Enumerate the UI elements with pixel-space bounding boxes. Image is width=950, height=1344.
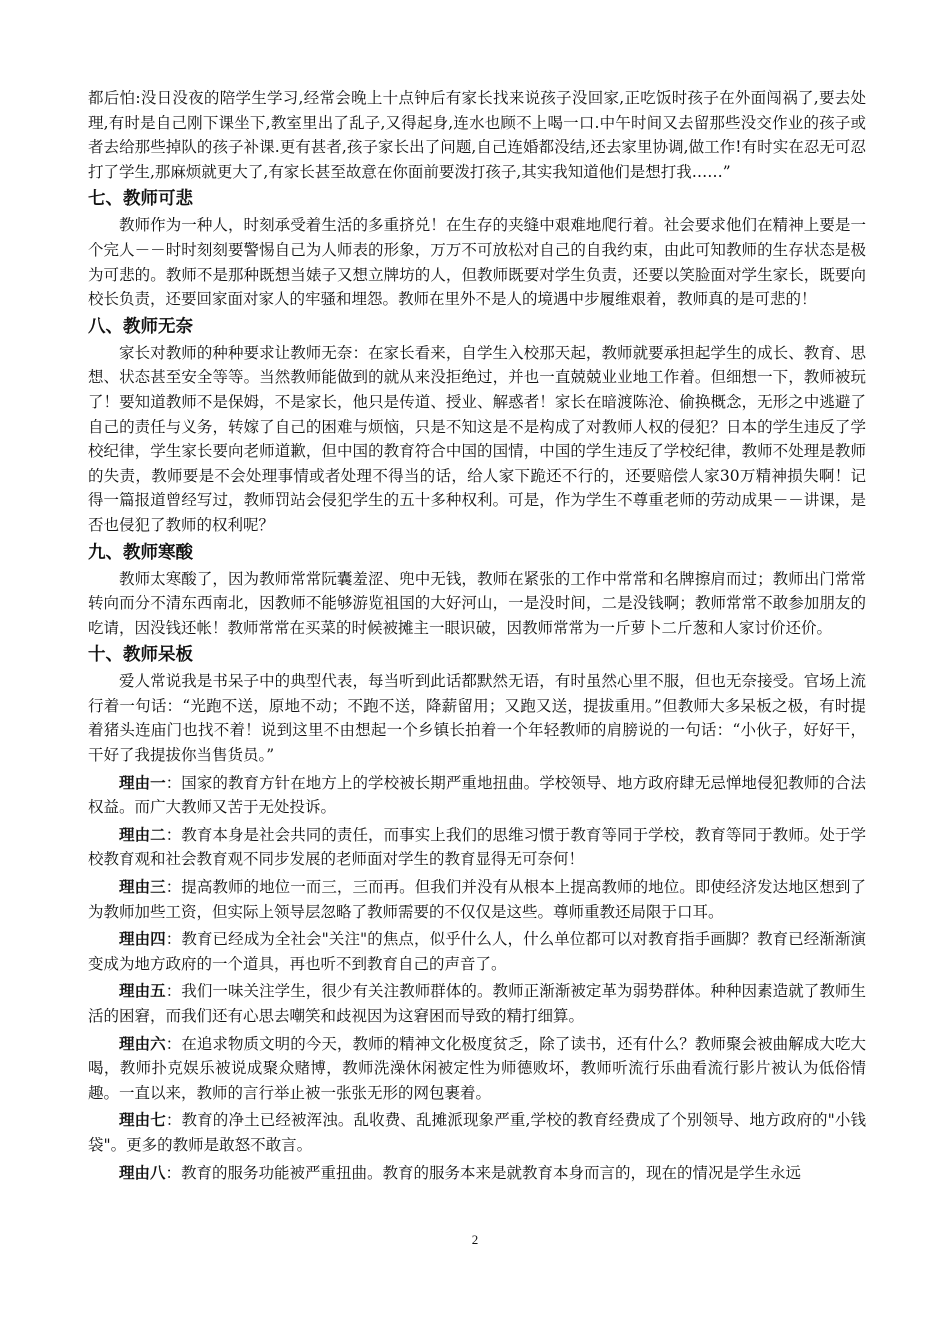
reason-text: ：国家的教育方针在地方上的学校被长期严重地扭曲。学校领导、地方政府肆无忌惮地侵犯教师的合法权益。而广大教师又苦于无处投诉。 xyxy=(88,773,866,817)
section-nine xyxy=(88,541,866,641)
reason-item xyxy=(88,1108,866,1157)
reason-item xyxy=(88,927,866,976)
reason-label: 理由一 xyxy=(119,773,166,792)
reason-label: 理由三 xyxy=(119,878,166,897)
reason-item xyxy=(88,771,866,820)
section-heading: 七、教师可悲 xyxy=(88,189,193,210)
reason-text: ：在追求物质文明的今天，教师的精神文化极度贫乏，除了读书，还有什么？教师聚会被曲解成大吃大喝，教师扑克娱乐被说成聚众赌博，教师洗澡休闲被定性为师德败坏，教师听流行乐曲看流行影片被认为低俗情趣。一直以来，教师的言行举止被一张张无形的网包裹着。 xyxy=(88,1034,866,1102)
section-body: 爱人常说我是书呆子中的典型代表，每当听到此话都默然无语，有时虽然心里不服，但也无奈接受。官场上流行着一句话：“光跑不送，原地不动；不跑不送，降薪留用；又跑又送，提拔重用。”但教师大多呆板之极，有时提着猪头连庙门也找不着！说到这里不由想起一个乡镇长拍着一个年轻教师的肩膀说的一句话：“小伙子，好好干，干好了我提拔你当售货员。” xyxy=(88,672,866,765)
section-ten xyxy=(88,643,866,767)
reason-label: 理由四 xyxy=(119,930,166,949)
reason-text: ：我们一味关注学生，很少有关注教师群体的。教师正渐渐被定革为弱势群体。种种因素造就了教师生活的困窘，而我们还有心思去嘲笑和歧视因为这窘困而导致的精打细算。 xyxy=(88,982,866,1025)
reason-text: ：教育本身是社会共同的责任，而事实上我们的思维习惯于教育等同于学校，教育等同于教师。处于学校教育观和社会教育观不同步发展的老师面对学生的教育显得无可奈何！ xyxy=(88,825,866,869)
reason-text: ：教育已经成为全社会"关注"的焦点，似乎什么人，什么单位都可以对教育指手画脚？教育已经渐渐演变成为地方政府的一个道具，再也听不到教育自己的声音了。 xyxy=(88,930,866,973)
reason-item xyxy=(88,1161,866,1186)
section-eight xyxy=(88,315,866,538)
reason-label: 理由五 xyxy=(119,982,166,1001)
section-body: 家长对教师的种种要求让教师无奈：在家长看来，自学生入校那天起，教师就要承担起学生的成长、教育、思想、状态甚至安全等等。当然教师能做到的就从来没拒绝过，并也一直兢兢业业地工作着。但细想一下，教师被玩了！要知道教师不是保姆，不是家长，他只是传道、授业、解惑者！家长在暗渡陈沧、偷换概念，无形之中逃避了自己的责任与义务，转嫁了自己的困难与烦恼，只是不知这是不是构成了对教师人权的侵犯？日本的学生违反了学校纪律，学生家长要向老师道歉，但中国的教育符合中国的国情，中国的学生违反了学校纪律，教师不处理是教师的失责，教师要是不会处理事情或者处理不得当的话，给人家下跪还不行的，还要赔偿人家30万精神损失啊！记得一篇报道曾经写过，教师罚站会侵犯学生的五十多种权利。可是，作为学生不尊重老师的劳动成果－－讲课，是否也侵犯了教师的权利呢？ xyxy=(88,343,866,534)
reason-text: ：教育的服务功能被严重扭曲。教育的服务本来是就教育本身而言的，现在的情况是学生永远 xyxy=(165,1163,802,1182)
reason-label: 理由七 xyxy=(119,1111,166,1130)
reason-item xyxy=(88,823,866,872)
intro-paragraph: 都后怕:没日没夜的陪学生学习,经常会晚上十点钟后有家长找来说孩子没回家,正吃饭时孩子在外面闯祸了,要去处理,有时是自己刚下课坐下,教室里出了乱子,又得起身,连水也顾不上喝一口.中午时间又去留那些没交作业的孩子或者去给那些掉队的孩子补课.更有甚者,孩子家长出了问题,自己连婚都没结,还去家里协调,做工作!有时实在忍无可忍打了学生,那麻烦就更大了,有家长甚至故意在你面前要泼打孩子,其实我知道他们是想打我……” xyxy=(88,89,866,181)
reason-item xyxy=(88,1032,866,1106)
section-body: 教师太寒酸了，因为教师常常阮囊羞涩、兜中无钱，教师在紧张的工作中常常和名牌擦肩而过；教师出门常常转向而分不清东西南北，因教师不能够游览祖国的大好河山，一是没时间，二是没钱啊；教师常常不敢参加朋友的吃请，因没钱还帐！教师常常在买菜的时候被摊主一眼识破，因教师常常为一斤萝卜二斤葱和人家讨价还价。 xyxy=(88,569,866,637)
reason-label: 理由八 xyxy=(119,1163,166,1182)
reasons-list xyxy=(88,771,866,1186)
section-seven xyxy=(88,187,866,311)
section-heading: 八、教师无奈 xyxy=(88,316,193,337)
reason-label: 理由六 xyxy=(119,1034,166,1053)
reason-text: ：提高教师的地位一而三，三而再。但我们并没有从根本上提高教师的地位。即使经济发达地区想到了为教师加些工资，但实际上领导层忽略了教师需要的不仅仅是这些。尊师重教还局限于口耳。 xyxy=(88,878,866,921)
section-body: 教师作为一种人，时刻承受着生活的多重挤兑！在生存的夹缝中艰难地爬行着。社会要求他们在精神上要是一个完人－－时时刻刻要警惕自己为人师表的形象，万万不可放松对自己的自我约束，由此可知教师的生存状态是极为可悲的。教师不是那种既想当婊子又想立牌坊的人，但教师既要对学生负责，还要以笑脸面对学生家长，既要向校长负责，还要回家面对家人的牢骚和埋怨。教师在里外不是人的境遇中步履维艰着，教师真的是可悲的！ xyxy=(88,216,866,309)
reason-item xyxy=(88,875,866,924)
reason-label: 理由二 xyxy=(119,825,166,844)
reason-item xyxy=(88,979,866,1028)
page-number: 2 xyxy=(471,1232,479,1247)
reason-text: ：教育的净土已经被浑浊。乱收费、乱摊派现象严重,学校的教育经费成了个别领导、地方政府的"小钱袋"。更多的教师是敢怒不敢言。 xyxy=(88,1111,866,1154)
document-page xyxy=(88,86,866,1185)
section-heading: 九、教师寒酸 xyxy=(88,542,193,563)
section-heading: 十、教师呆板 xyxy=(88,645,193,666)
